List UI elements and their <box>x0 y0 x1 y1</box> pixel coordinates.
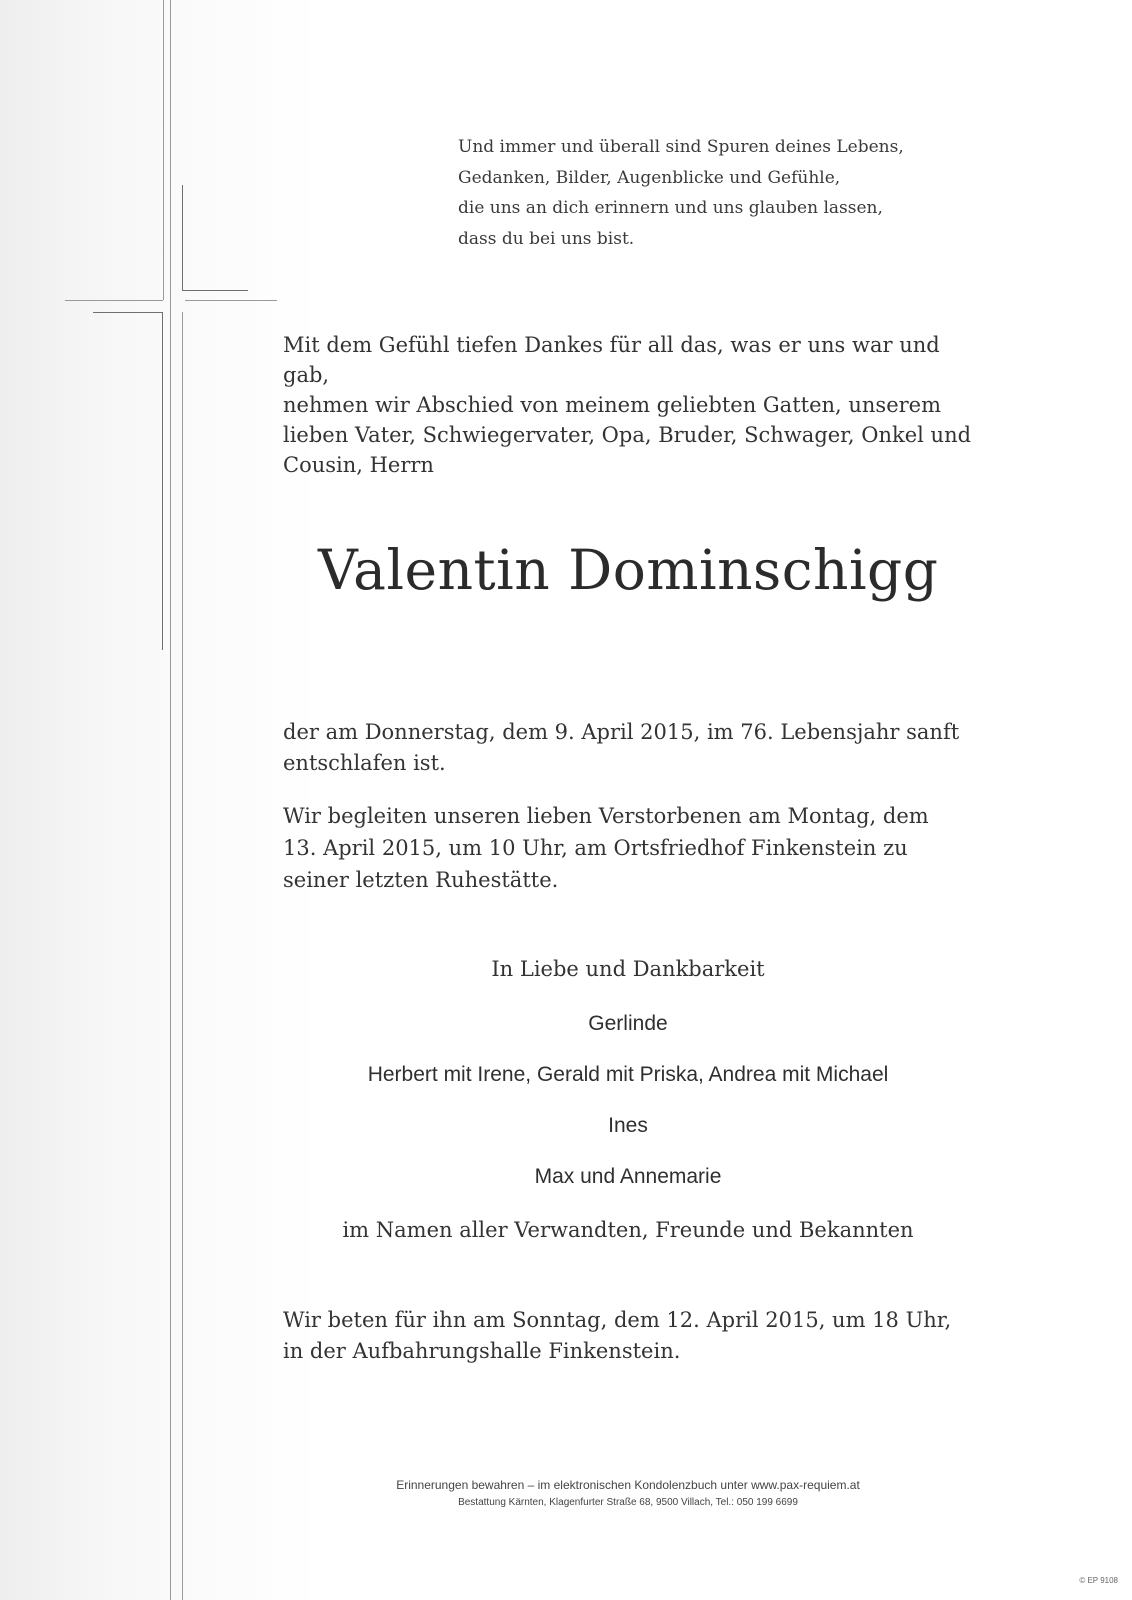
intro-line: Mit dem Gefühl tiefen Dankes für all das, was er uns war und gab, <box>283 333 940 387</box>
prayer-line: Wir beten für ihn am Sonntag, dem 12. April 2015, um 18 Uhr, <box>283 1308 952 1332</box>
intro-line: lieben Vater, Schwiegervater, Opa, Bruder, Schwager, Onkel und <box>283 423 972 447</box>
mourner-conjunction: und <box>574 1165 620 1188</box>
intro-line: Cousin, Herrn <box>283 453 434 477</box>
footer-address-line: Bestattung Kärnten, Klagenfurter Straße 68, 9500 Villach, Tel.: 050 199 6699 <box>458 1497 798 1508</box>
mourner-conjunction: mit <box>599 1063 640 1086</box>
mourner-grandchild: Ines <box>608 1114 648 1137</box>
deceased-name: Valentin Dominschigg <box>318 538 939 602</box>
mourner-name: Max <box>534 1165 575 1188</box>
death-line: der am Donnerstag, dem 9. April 2015, im 76. Lebensjahr sanft <box>283 720 960 744</box>
footer-condolence-line: Erinnerungen bewahren – im elektronischen Kondolenzbuch unter www.pax-requiem.at <box>396 1478 860 1492</box>
funeral-line: 13. April 2015, um 10 Uhr, am Ortsfriedhof Finkenstein zu <box>283 836 908 860</box>
poem <box>458 132 958 254</box>
mourner-name: Gerald <box>536 1063 600 1086</box>
death-line: entschlafen ist. <box>283 751 446 775</box>
print-code: © EP 9108 <box>1079 1576 1118 1585</box>
funeral-line: seiner letzten Ruhestätte. <box>283 868 559 892</box>
mourner-name: Irene <box>477 1063 526 1086</box>
mourner-conjunction: mit <box>776 1063 816 1086</box>
intro-line: nehmen wir Abschied von meinem geliebten Gatten, unserem <box>283 393 942 417</box>
mourner-name: Annemarie <box>619 1165 722 1188</box>
mourner-name: Herbert <box>367 1063 438 1086</box>
mourner-pair <box>283 1163 973 1191</box>
poem-line: die uns an dich erinnern und uns glauben lassen, <box>458 198 883 218</box>
prayer-line: in der Aufbahrungshalle Finkenstein. <box>283 1339 681 1363</box>
mourner-name: Priska <box>639 1063 699 1086</box>
mourner-conjunction: mit <box>437 1063 478 1086</box>
funeral-notice <box>283 800 983 896</box>
mourner-spouse: Gerlinde <box>588 1012 668 1035</box>
mourner-children: Herbert mit Irene, Gerald mit Priska, Andrea mit Michael <box>367 1063 889 1086</box>
closing-phrase: In Liebe und Dankbarkeit <box>491 957 765 981</box>
funeral-line: Wir begleiten unseren lieben Verstorbenen am Montag, dem <box>283 804 929 828</box>
intro-text <box>283 330 983 480</box>
on-behalf-line: im Namen aller Verwandten, Freunde und Bekannten <box>342 1218 914 1242</box>
poem-line: dass du bei uns bist. <box>458 228 635 249</box>
mourner-name: Andrea <box>708 1063 777 1086</box>
poem-line: Und immer und überall sind Spuren deines Lebens, <box>458 137 904 157</box>
death-notice <box>283 717 983 779</box>
mourner-name: Michael <box>815 1063 889 1086</box>
prayer-notice <box>283 1305 983 1367</box>
poem-line: Gedanken, Bilder, Augenblicke und Gefühle, <box>458 167 841 188</box>
